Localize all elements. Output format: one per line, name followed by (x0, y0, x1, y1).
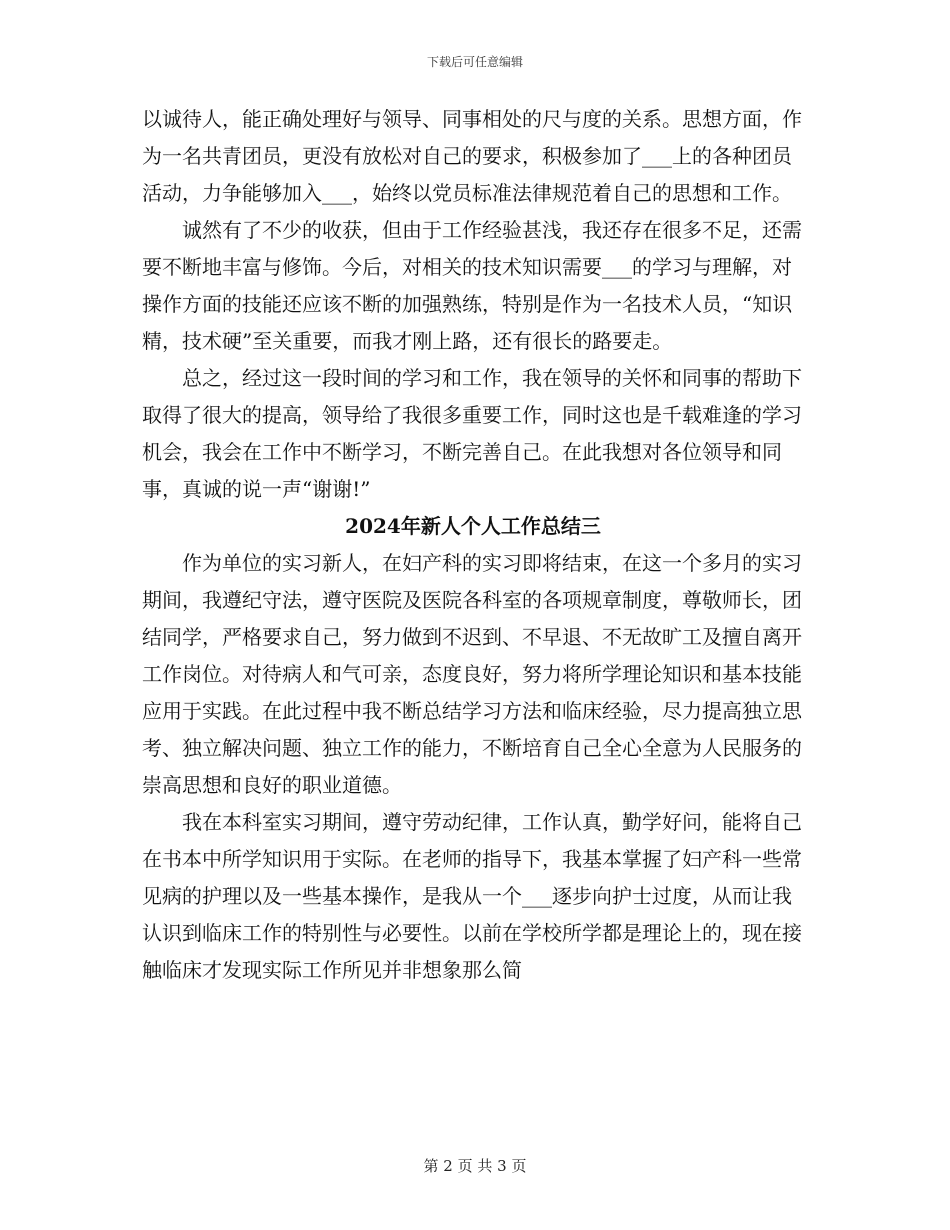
paragraph-conclusion: 总之，经过这一段时间的学习和工作，我在领导的关怀和同事的帮助下取得了很大的提高，领导给了我很多重要工作，同时这也是千载难逢的学习机会，我会在工作中不断学习，不断完善自己。在此我想对各位领导和同事，真诚的说一声“谢谢!” (142, 366, 802, 501)
document-body (142, 101, 804, 989)
paragraph-internship-intro: 作为单位的实习新人，在妇产科的实习即将结束，在这一个多月的实习期间，我遵纪守法，遵守医院及医院各科室的各项规章制度，尊敬师长，团结同学，严格要求自己，努力做到不迟到、不早退、不无故旷工及擅自离开工作岗位。对待病人和气可亲，态度良好，努力将所学理论知识和基本技能应用于实践。在此过程中我不断总结学习方法和临床经验，尽力提高独立思考、独立解决问题、独立工作的能力，不断培育自己全心全意为人民服务的崇高思想和良好的职业道德。 (142, 551, 802, 797)
page-footer: 第 2 页 共 3 页 (423, 1157, 527, 1175)
paragraph-continuation: 以诚待人，能正确处理好与领导、同事相处的尺与度的关系。思想方面，作为一名共青团员，更没有放松对自己的要求，积极参加了___上的各种团员活动，力争能够加入___，始终以党员标准法律规范着自己的思想和工作。 (142, 107, 802, 205)
paragraph-shortcomings: 诚然有了不少的收获，但由于工作经验甚浅，我还存在很多不足，还需要不断地丰富与修饰。今后，对相关的技术知识需要___的学习与理解，对操作方面的技能还应该不断的加强熟练，特别是作为一名技术人员，“知识精，技术硬”至关重要，而我才刚上路，还有很长的路要走。 (142, 218, 802, 353)
section-title: 2024年新人个人工作总结三 (345, 514, 601, 538)
paragraph-internship-details: 我在本科室实习期间，遵守劳动纪律，工作认真，勤学好问，能将自己在书本中所学知识用于实际。在老师的指导下，我基本掌握了妇产科一些常见病的护理以及一些基本操作，是我从一个___逐步向护士过度，从而让我认识到临床工作的特别性与必要性。以前在学校所学都是理论上的，现在接触临床才发现实际工作所见并非想象那么简 (142, 810, 802, 982)
page-header: 下载后可任意编辑 (426, 55, 523, 69)
